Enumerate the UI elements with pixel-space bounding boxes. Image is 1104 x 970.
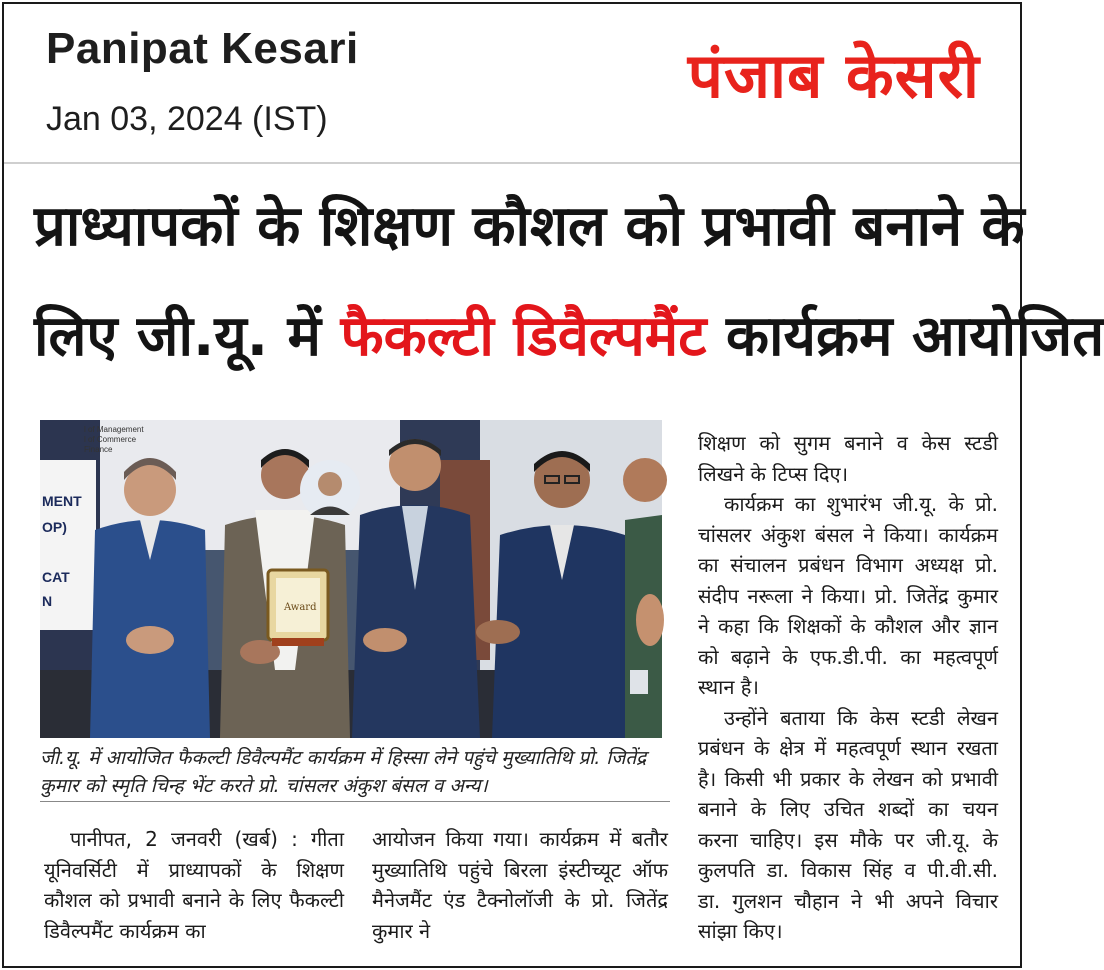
masthead-logo: पंजाब केसरी <box>687 39 980 112</box>
board-text-2: l of Commerce <box>84 435 137 444</box>
headline-line-2 <box>34 304 1104 370</box>
headline-line-2-prefix: लिए जी.यू. में <box>34 304 341 369</box>
article-column-2 <box>372 824 668 946</box>
board-text-3: Finance <box>84 445 113 454</box>
award-text: Award <box>284 602 317 613</box>
caption-divider <box>40 801 670 802</box>
news-photo <box>40 420 662 738</box>
column-3-paragraph-3: उन्होंने बताया कि केस स्टडी लेखन प्रबंधन के क्षेत्र में महत्वपूर्ण स्थान रखता है। किसी भी प्रकार के लेखन को प्रभावी बनाने के लिए उचित शब्दों का चयन करना चाहिए। इस मौके पर जी.यू. के कुलपति डा. विकास सिंह व पी.वी.सी. डा. गुलशन चौहान ने भी अपने विचार सांझा किए। <box>698 705 998 943</box>
banner-text-1: MENT <box>42 493 82 509</box>
publication-name: Panipat Kesari <box>46 24 359 73</box>
headline-line-2-suffix: कार्यक्रम आयोजित <box>706 304 1104 369</box>
column-2-text: आयोजन किया गया। कार्यक्रम में बतौर मुख्यातिथि पहुंचे बिरला इंस्टीच्यूट ऑफ मैनेजमैंट एंड टैक्नोलॉजी के प्रो. जितेंद्र कुमार ने <box>372 827 668 943</box>
article-column-1 <box>44 824 344 946</box>
photo-caption: जी.यू. में आयोजित फैकल्टी डिवैल्पमैंट कार्यक्रम में हिस्सा लेने पहुंचे मुख्यातिथि प्रो. जितेंद्र कुमार को स्मृति चिन्ह भेंट करते प्रो. चांसलर अंकुश बंसल व अन्य। <box>40 747 647 797</box>
column-1-text: पानीपत, 2 जनवरी (खर्ब) : गीता यूनिवर्सिटी में प्राध्यापकों के शिक्षण कौशल को प्रभावी बनाने के लिए फैकल्टी डिवैल्पमैंट कार्यक्रम का <box>44 827 344 943</box>
photo-illustration <box>40 420 662 738</box>
banner-text-2: OP) <box>42 519 67 535</box>
newspaper-clipping <box>2 2 1104 968</box>
column-3-paragraph-1: शिक्षण को सुगम बनाने व केस स्टडी लिखने के टिप्स दिए। <box>698 431 998 486</box>
headline-highlight: फैकल्टी डिवैल्पमैंट <box>340 304 707 369</box>
publication-date: Jan 03, 2024 (IST) <box>46 100 328 138</box>
article-column-3 <box>698 428 998 947</box>
banner-text-4: N <box>42 593 53 609</box>
clipping-header <box>4 4 1020 164</box>
banner-text-3: CAT <box>42 569 70 585</box>
headline-line-1: प्राध्यापकों के शिक्षण कौशल को प्रभावी बनाने के <box>34 194 1025 259</box>
column-3-paragraph-2: कार्यक्रम का शुभारंभ जी.यू. के प्रो. चांसलर अंकुश बंसल ने किया। कार्यक्रम का संचालन प्रबंधन विभाग अध्यक्ष प्रो. संदीप नरूला ने किया। प्रो. जितेंद्र कुमार ने कहा कि शिक्षकों के कौशल और ज्ञान को बढ़ाने के एफ.डी.पी. का महत्वपूर्ण स्थान है। <box>698 492 998 699</box>
board-text-1: l of Management <box>84 425 144 434</box>
